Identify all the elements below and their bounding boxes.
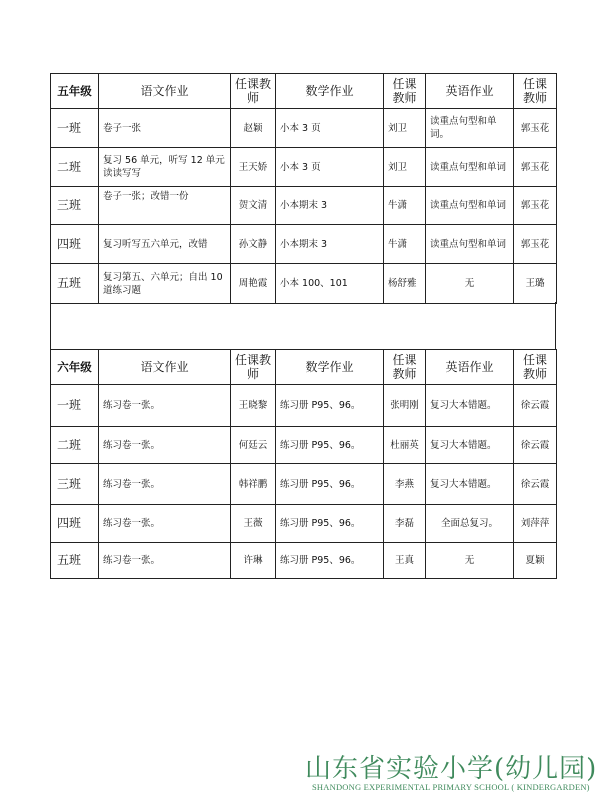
math-teacher: 刘卫	[384, 109, 426, 148]
math-homework: 小本 3 页	[276, 148, 384, 187]
math-teacher: 牛潇	[384, 225, 426, 264]
english-teacher: 徐云霞	[514, 427, 557, 464]
school-logo-chinese: 山东省实验小学(幼儿园)	[305, 754, 598, 784]
table-row	[51, 505, 557, 543]
table-row	[51, 225, 557, 264]
english-homework: 读重点句型和单词	[426, 225, 514, 264]
class-name: 四班	[51, 505, 99, 543]
english-homework: 复习大本错题。	[426, 427, 514, 464]
english-teacher: 徐云霞	[514, 464, 557, 505]
math-teacher: 刘卫	[384, 148, 426, 187]
chinese-homework: 练习卷一张。	[99, 505, 231, 543]
math-homework: 练习册 P95、96。	[276, 543, 384, 579]
chinese-teacher: 王薇	[231, 505, 276, 543]
chinese-homework: 卷子一张；改错一份	[99, 187, 231, 225]
chinese-teacher: 赵颖	[231, 109, 276, 148]
chinese-teacher: 贺文清	[231, 187, 276, 225]
chinese-homework: 卷子一张	[99, 109, 231, 148]
math-teacher: 牛潇	[384, 187, 426, 225]
class-name: 四班	[51, 225, 99, 264]
chinese-teacher: 孙文静	[231, 225, 276, 264]
english-teacher: 徐云霞	[514, 385, 557, 427]
grade6-homework-table	[50, 349, 557, 579]
class-name: 二班	[51, 148, 99, 187]
header-chinese: 语文作业	[99, 74, 231, 109]
class-name: 一班	[51, 109, 99, 148]
english-teacher: 刘萍萍	[514, 505, 557, 543]
header-teacher: 任课教师	[384, 350, 426, 385]
header-chinese: 语文作业	[99, 350, 231, 385]
math-homework: 小本期末 3	[276, 225, 384, 264]
english-teacher: 夏颖	[514, 543, 557, 579]
math-teacher: 李燕	[384, 464, 426, 505]
english-homework: 无	[426, 264, 514, 304]
header-math: 数学作业	[276, 74, 384, 109]
table-row	[51, 464, 557, 505]
class-name: 一班	[51, 385, 99, 427]
grade-label: 六年级	[51, 350, 99, 385]
table-header-row	[51, 350, 557, 385]
header-teacher: 任课教师	[514, 350, 557, 385]
math-homework: 小本期末 3	[276, 187, 384, 225]
math-homework: 小本 3 页	[276, 109, 384, 148]
chinese-homework: 复习第五、六单元；自出 10 道练习题	[99, 264, 231, 304]
english-homework: 全面总复习。	[426, 505, 514, 543]
math-homework: 小本 100、101	[276, 264, 384, 304]
table-row	[51, 109, 557, 148]
class-name: 五班	[51, 264, 99, 304]
chinese-teacher: 许琳	[231, 543, 276, 579]
table-row	[51, 543, 557, 579]
math-homework: 练习册 P95、96。	[276, 505, 384, 543]
class-name: 三班	[51, 464, 99, 505]
table-row	[51, 148, 557, 187]
header-teacher: 任课教师	[384, 74, 426, 109]
chinese-teacher: 何廷云	[231, 427, 276, 464]
math-teacher: 张明刚	[384, 385, 426, 427]
chinese-homework: 复习听写五六单元，改错	[99, 225, 231, 264]
table-spacer	[50, 302, 556, 349]
chinese-teacher: 王天娇	[231, 148, 276, 187]
chinese-teacher: 周艳霞	[231, 264, 276, 304]
math-homework: 练习册 P95、96。	[276, 385, 384, 427]
header-teacher: 任课教师	[231, 74, 276, 109]
class-name: 三班	[51, 187, 99, 225]
chinese-homework: 复习 56 单元，听写 12 单元读读写写	[99, 148, 231, 187]
header-math: 数学作业	[276, 350, 384, 385]
chinese-homework: 练习卷一张。	[99, 464, 231, 505]
class-name: 五班	[51, 543, 99, 579]
header-english: 英语作业	[426, 74, 514, 109]
chinese-homework: 练习卷一张。	[99, 543, 231, 579]
math-teacher: 杨舒雅	[384, 264, 426, 304]
english-homework: 复习大本错题。	[426, 464, 514, 505]
english-teacher: 郭玉花	[514, 109, 557, 148]
table-header-row	[51, 74, 557, 109]
grade5-homework-table	[50, 73, 557, 304]
english-teacher: 郭玉花	[514, 225, 557, 264]
english-teacher: 王璐	[514, 264, 557, 304]
chinese-homework: 练习卷一张。	[99, 427, 231, 464]
class-name: 二班	[51, 427, 99, 464]
chinese-homework: 练习卷一张。	[99, 385, 231, 427]
math-teacher: 李磊	[384, 505, 426, 543]
table-row	[51, 427, 557, 464]
table-row	[51, 385, 557, 427]
math-homework: 练习册 P95、96。	[276, 464, 384, 505]
english-homework: 读重点句型和单词	[426, 187, 514, 225]
english-homework: 读重点句型和单词。	[426, 109, 514, 148]
english-homework: 无	[426, 543, 514, 579]
english-teacher: 郭玉花	[514, 148, 557, 187]
header-teacher: 任课教师	[514, 74, 557, 109]
english-homework: 读重点句型和单词	[426, 148, 514, 187]
header-english: 英语作业	[426, 350, 514, 385]
chinese-teacher: 韩祥鹏	[231, 464, 276, 505]
english-homework: 复习大本错题。	[426, 385, 514, 427]
table-row	[51, 264, 557, 304]
math-homework: 练习册 P95、96。	[276, 427, 384, 464]
table-row	[51, 187, 557, 225]
header-teacher: 任课教师	[231, 350, 276, 385]
math-teacher: 王真	[384, 543, 426, 579]
school-logo-english: SHANDONG EXPERIMENTAL PRIMARY SCHOOL ( KINDERGARDEN)	[312, 782, 590, 792]
math-teacher: 杜丽英	[384, 427, 426, 464]
chinese-teacher: 王晓黎	[231, 385, 276, 427]
grade-label: 五年级	[51, 74, 99, 109]
english-teacher: 郭玉花	[514, 187, 557, 225]
